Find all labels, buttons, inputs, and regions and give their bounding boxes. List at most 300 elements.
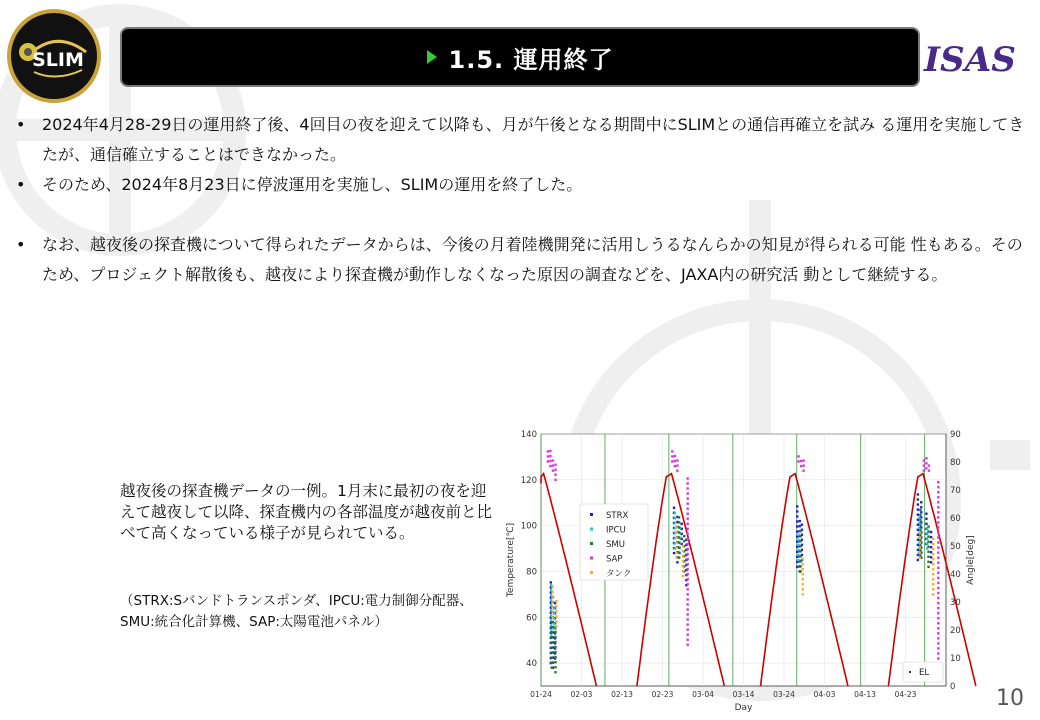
y-tick-label: 120 (520, 475, 537, 486)
data-point-SAP (686, 482, 688, 484)
data-point-タンク (555, 615, 557, 617)
data-point-STRX (930, 531, 932, 533)
isas-logo (922, 36, 1018, 80)
data-point-SAP (937, 652, 939, 654)
legend2-label: EL (919, 668, 930, 678)
data-point-SMU (927, 540, 929, 542)
y2-axis-label: Angle[deg] (966, 535, 976, 585)
abbreviation-note: （STRX:Sバンドトランスポンダ、IPCU:電力制御分配器、SMU:統合化計算機、SAP:太陽電池パネル） (120, 593, 473, 630)
title-bar (120, 27, 920, 87)
data-point-SAP (923, 459, 925, 461)
data-point-SAP (686, 644, 688, 646)
data-point-IPCU (674, 512, 676, 514)
y-tick-label: 140 (520, 430, 537, 440)
data-point-STRX (550, 581, 552, 583)
data-point-SAP (925, 467, 927, 469)
data-point-タンク (682, 565, 684, 567)
data-point-SAP (686, 533, 688, 535)
data-point-STRX (920, 521, 922, 523)
y2-tick-label: 40 (950, 570, 961, 580)
data-point-IPCU (674, 522, 676, 524)
data-point-SAP (797, 460, 799, 462)
data-point-SAP (937, 582, 939, 584)
data-point-SAP (554, 474, 556, 476)
data-point-SAP (686, 623, 688, 625)
data-point-SAP (686, 628, 688, 630)
data-point-SAP (676, 464, 678, 466)
legend-marker (590, 571, 593, 574)
data-point-SAP (554, 469, 556, 471)
data-point-SMU (554, 651, 556, 653)
data-point-STRX (917, 503, 919, 505)
data-point-タンク (802, 588, 804, 590)
legend-marker (590, 542, 593, 545)
data-point-STRX (796, 515, 798, 517)
data-point-STRX (925, 513, 927, 515)
x-tick-label: 03-14 (732, 690, 755, 699)
data-point-STRX (917, 508, 919, 510)
data-point-タンク (555, 600, 557, 602)
data-point-SAP (686, 538, 688, 540)
data-point-SAP (554, 463, 556, 465)
data-point-タンク (551, 596, 553, 598)
data-point-SMU (678, 536, 680, 538)
data-point-SAP (671, 450, 673, 452)
data-point-タンク (551, 616, 553, 618)
data-point-SMU (683, 540, 685, 542)
data-point-STRX (917, 493, 919, 495)
data-point-SAP (802, 459, 804, 461)
data-point-SAP (797, 455, 799, 457)
data-point-STRX (920, 501, 922, 503)
data-point-SAP (686, 603, 688, 605)
data-point-STRX (925, 523, 927, 525)
slim-logo-text: SLIM (32, 49, 84, 71)
data-point-SAP (937, 481, 939, 483)
data-point-IPCU (797, 534, 799, 536)
data-point-SMU (550, 666, 552, 668)
data-point-SAP (937, 501, 939, 503)
data-point-SAP (686, 568, 688, 570)
data-point-タンク (555, 610, 557, 612)
y-axis-label: Temperature[℃] (506, 522, 516, 598)
data-point-SAP (937, 637, 939, 639)
data-point-SMU (678, 551, 680, 553)
data-point-SMU (919, 519, 921, 521)
bullet-marker: • (16, 115, 26, 134)
data-point-STRX (796, 505, 798, 507)
data-point-タンク (551, 591, 553, 593)
data-point-SAP (937, 486, 939, 488)
data-point-SMU (678, 526, 680, 528)
data-point-IPCU (797, 549, 799, 551)
data-point-STRX (930, 556, 932, 558)
data-point-SAP (923, 469, 925, 471)
y2-tick-label: 30 (950, 598, 961, 608)
data-point-タンク (802, 578, 804, 580)
data-point-SAP (552, 464, 554, 466)
data-point-STRX (796, 525, 798, 527)
data-point-タンク (682, 570, 684, 572)
data-point-タンク (919, 536, 921, 538)
data-point-STRX (920, 511, 922, 513)
data-point-STRX (796, 530, 798, 532)
data-point-タンク (551, 606, 553, 608)
data-point-STRX (925, 518, 927, 520)
data-point-SAP (686, 523, 688, 525)
data-point-SAP (686, 518, 688, 520)
data-point-SMU (927, 530, 929, 532)
data-point-STRX (930, 546, 932, 548)
data-point-STRX (920, 516, 922, 518)
y2-tick-label: 70 (950, 486, 961, 496)
data-point-SAP (800, 460, 802, 462)
data-point-SMU (799, 545, 801, 547)
data-point-SMU (554, 631, 556, 633)
data-point-SMU (799, 540, 801, 542)
y2-tick-label: 0 (950, 682, 956, 692)
data-point-SAP (925, 457, 927, 459)
data-point-SMU (927, 556, 929, 558)
data-point-SAP (676, 459, 678, 461)
data-point-SAP (937, 511, 939, 513)
data-point-SAP (937, 612, 939, 614)
slim-logo (6, 8, 102, 104)
data-point-SAP (937, 577, 939, 579)
data-point-SMU (678, 521, 680, 523)
data-point-SAP (554, 479, 556, 481)
data-point-SAP (547, 460, 549, 462)
data-point-SMU (550, 631, 552, 633)
data-point-SAP (686, 583, 688, 585)
data-point-SAP (802, 464, 804, 466)
data-point-SAP (937, 627, 939, 629)
data-point-SMU (799, 550, 801, 552)
isas-logo-text: ISAS (922, 40, 1016, 80)
bullet-item (12, 230, 1027, 290)
data-point-STRX (676, 561, 678, 563)
data-point-IPCU (797, 559, 799, 561)
data-point-SMU (927, 551, 929, 553)
data-point-IPCU (918, 527, 920, 529)
data-point-SAP (686, 553, 688, 555)
data-point-STRX (917, 559, 919, 561)
data-point-STRX (930, 551, 932, 553)
bullet-text: 2024年4月28-29日の運用終了後、4回目の夜を迎えて以降も、月が午後となる期間中にSLIMとの通信再確立を試み る運用を実施してきたが、通信確立することはできなかった。 (42, 115, 1025, 164)
legend-marker (590, 528, 593, 531)
legend-label: SAP (606, 554, 623, 565)
data-point-SAP (937, 521, 939, 523)
data-point-タンク (555, 620, 557, 622)
data-point-SMU (678, 531, 680, 533)
data-point-SAP (671, 455, 673, 457)
data-point-SMU (678, 516, 680, 518)
data-point-STRX (930, 561, 932, 563)
data-point-SAP (937, 536, 939, 538)
data-point-SAP (937, 617, 939, 619)
legend-marker (590, 513, 593, 516)
data-point-SAP (937, 506, 939, 508)
slide-title: 1.5. 運用終了 (448, 45, 614, 74)
data-point-STRX (920, 526, 922, 528)
bullet-marker: • (16, 175, 26, 194)
data-point-タンク (555, 625, 557, 627)
data-point-タンク (919, 557, 921, 559)
data-point-STRX (673, 552, 675, 554)
data-point-タンク (682, 555, 684, 557)
data-point-SMU (799, 565, 801, 567)
legend-label: IPCU (606, 525, 626, 536)
data-point-SAP (686, 598, 688, 600)
data-point-SMU (927, 525, 929, 527)
data-point-SAP (937, 632, 939, 634)
data-point-SMU (919, 549, 921, 551)
data-point-SAP (937, 587, 939, 589)
data-point-SMU (678, 557, 680, 559)
data-point-SAP (686, 492, 688, 494)
data-point-SAP (937, 642, 939, 644)
data-point-STRX (930, 536, 932, 538)
temperature-chart (503, 422, 983, 714)
data-point-SMU (919, 529, 921, 531)
data-point-SAP (686, 573, 688, 575)
play-arrow-icon (427, 50, 437, 64)
data-point-SAP (937, 516, 939, 518)
data-point-SAP (937, 541, 939, 543)
data-point-SMU (554, 641, 556, 643)
legend-label: STRX (606, 511, 629, 521)
data-point-SAP (928, 464, 930, 466)
data-point-タンク (551, 611, 553, 613)
data-point-タンク (802, 558, 804, 560)
data-point-STRX (796, 520, 798, 522)
data-point-IPCU (674, 517, 676, 519)
data-point-SAP (937, 557, 939, 559)
data-point-SMU (919, 539, 921, 541)
data-point-SAP (802, 469, 804, 471)
data-point-タンク (675, 531, 677, 533)
data-point-STRX (917, 498, 919, 500)
chart-caption: 越夜後の探査機データの一例。1月末に最初の夜を迎えて越夜して以降、探査機内の各部温度が越夜前と比べて高くなっている様子が見られている。 (120, 482, 493, 542)
bullet-list (12, 110, 1027, 290)
data-point-SMU (554, 671, 556, 673)
x-tick-label: 03-24 (773, 690, 795, 699)
data-point-SMU (550, 661, 552, 663)
data-point-SAP (928, 469, 930, 471)
data-point-SMU (678, 541, 680, 543)
bullet-item (12, 170, 1027, 200)
data-point-SMU (919, 534, 921, 536)
data-point-SAP (925, 462, 927, 464)
data-point-SMU (919, 554, 921, 556)
data-point-タンク (932, 573, 934, 575)
data-point-STRX (801, 524, 803, 526)
data-point-SAP (676, 469, 678, 471)
data-point-SAP (674, 460, 676, 462)
data-point-SAP (547, 455, 549, 457)
data-point-SMU (927, 566, 929, 568)
bullet-item (12, 110, 1027, 170)
data-point-タンク (682, 575, 684, 577)
x-tick-label: 04-23 (894, 690, 917, 699)
data-point-STRX (680, 523, 682, 525)
data-point-SAP (686, 618, 688, 620)
y2-tick-label: 50 (950, 542, 961, 552)
data-point-IPCU (553, 622, 555, 624)
data-point-IPCU (797, 554, 799, 556)
data-point-タンク (919, 531, 921, 533)
y-tick-label: 100 (520, 521, 537, 532)
data-point-タンク (675, 541, 677, 543)
data-point-タンク (932, 538, 934, 540)
data-point-SAP (686, 613, 688, 615)
data-point-タンク (802, 593, 804, 595)
data-point-SMU (919, 509, 921, 511)
data-point-SMU (550, 646, 552, 648)
data-point-SMU (799, 560, 801, 562)
data-point-SMU (554, 661, 556, 663)
data-point-SAP (937, 647, 939, 649)
data-point-SAP (552, 469, 554, 471)
bullet-marker: • (16, 235, 26, 254)
data-point-SAP (686, 548, 688, 550)
data-point-SMU (550, 621, 552, 623)
x-tick-label: 02-13 (611, 690, 633, 699)
data-point-SAP (686, 588, 688, 590)
data-point-SAP (937, 531, 939, 533)
data-point-タンク (802, 573, 804, 575)
data-point-SAP (549, 465, 551, 467)
y2-tick-label: 10 (950, 654, 961, 664)
data-point-SAP (686, 633, 688, 635)
data-point-SAP (686, 608, 688, 610)
data-point-STRX (799, 525, 801, 527)
data-point-SMU (550, 626, 552, 628)
data-point-タンク (555, 605, 557, 607)
data-point-タンク (932, 593, 934, 595)
y2-tick-label: 20 (950, 626, 961, 636)
data-point-SAP (552, 459, 554, 461)
data-point-SMU (927, 561, 929, 563)
data-point-SMU (554, 636, 556, 638)
data-point-SAP (937, 546, 939, 548)
data-point-タンク (551, 601, 553, 603)
data-point-SAP (547, 450, 549, 452)
data-point-SMU (550, 636, 552, 638)
data-point-タンク (932, 548, 934, 550)
legend-marker (590, 557, 593, 560)
x-axis-label: Day (734, 703, 753, 713)
data-point-SMU (927, 546, 929, 548)
data-point-タンク (932, 588, 934, 590)
y-tick-label: 40 (526, 659, 537, 670)
data-point-SAP (937, 551, 939, 553)
data-point-SAP (937, 526, 939, 528)
data-point-SMU (927, 535, 929, 537)
bullet-text: そのため、2024年8月23日に停波運用を実施し、SLIMの運用を終了した。 (42, 175, 583, 194)
data-point-タンク (932, 558, 934, 560)
y2-tick-label: 60 (950, 514, 961, 524)
data-point-SAP (674, 465, 676, 467)
data-point-SAP (937, 567, 939, 569)
data-point-タンク (675, 546, 677, 548)
data-point-SAP (937, 491, 939, 493)
data-point-STRX (796, 510, 798, 512)
data-point-SMU (799, 570, 801, 572)
data-point-SAP (686, 558, 688, 560)
data-point-タンク (932, 563, 934, 565)
data-point-SMU (799, 535, 801, 537)
data-point-STRX (920, 506, 922, 508)
data-point-SMU (799, 530, 801, 532)
data-point-タンク (802, 583, 804, 585)
x-tick-label: 03-04 (692, 690, 714, 699)
data-point-SAP (686, 578, 688, 580)
data-point-IPCU (918, 517, 920, 519)
data-point-タンク (675, 551, 677, 553)
data-point-SAP (937, 496, 939, 498)
legend2-marker (909, 671, 911, 673)
data-point-SAP (549, 460, 551, 462)
data-point-タンク (802, 568, 804, 570)
data-point-SMU (554, 646, 556, 648)
data-point-SMU (919, 544, 921, 546)
page-number: 10 (996, 686, 1024, 711)
data-point-STRX (799, 520, 801, 522)
data-point-タンク (932, 583, 934, 585)
data-point-タンク (932, 543, 934, 545)
data-point-SAP (800, 465, 802, 467)
data-point-SAP (937, 622, 939, 624)
data-point-SAP (686, 487, 688, 489)
data-point-SAP (937, 602, 939, 604)
y2-tick-label: 90 (950, 430, 961, 440)
data-point-SMU (799, 555, 801, 557)
data-point-SAP (686, 593, 688, 595)
x-tick-label: 04-13 (854, 690, 876, 699)
x-tick-label: 02-03 (570, 690, 593, 699)
y-tick-label: 60 (526, 613, 537, 624)
data-point-SAP (549, 455, 551, 457)
data-point-SMU (550, 641, 552, 643)
data-point-タンク (675, 526, 677, 528)
data-point-SMU (554, 666, 556, 668)
data-point-タンク (919, 551, 921, 553)
data-point-SAP (549, 450, 551, 452)
data-point-SAP (937, 607, 939, 609)
data-point-STRX (917, 513, 919, 515)
data-point-タンク (682, 550, 684, 552)
data-point-タンク (675, 536, 677, 538)
data-point-タンク (682, 545, 684, 547)
data-point-SAP (671, 460, 673, 462)
data-point-SAP (686, 502, 688, 504)
data-point-SAP (937, 592, 939, 594)
data-point-タンク (919, 541, 921, 543)
data-point-SMU (683, 535, 685, 537)
data-point-SAP (686, 513, 688, 515)
x-tick-label: 01-24 (530, 690, 552, 699)
data-point-IPCU (797, 544, 799, 546)
data-point-SMU (550, 656, 552, 658)
data-point-タンク (919, 546, 921, 548)
data-point-IPCU (918, 522, 920, 524)
data-point-タンク (932, 568, 934, 570)
legend-label: SMU (606, 540, 625, 550)
data-point-SAP (686, 507, 688, 509)
data-point-SAP (923, 464, 925, 466)
data-point-タンク (682, 560, 684, 562)
